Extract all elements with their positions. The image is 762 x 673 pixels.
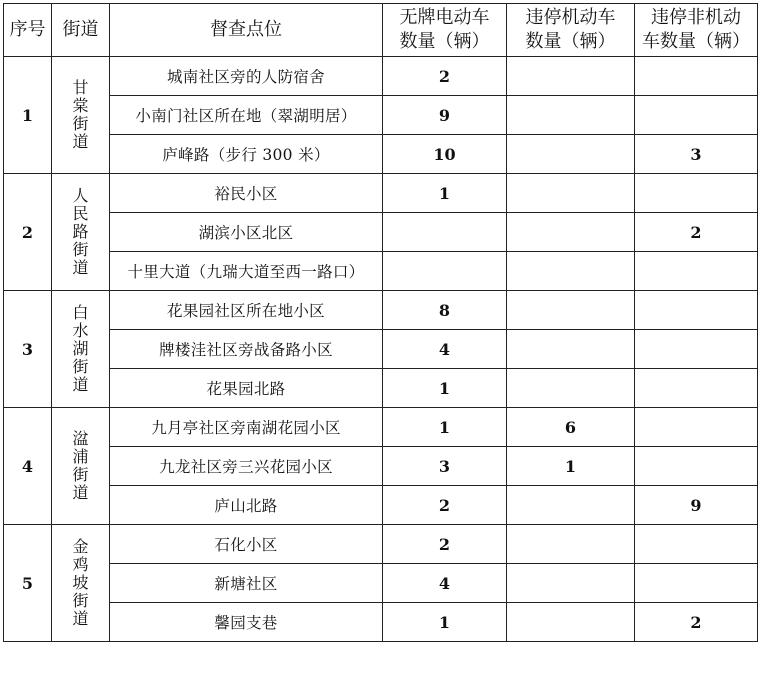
location-cell: 庐山北路: [110, 486, 383, 525]
table-row: [4, 525, 758, 564]
illegal-motor-cell: [507, 330, 635, 369]
table-row: [4, 486, 758, 525]
illegal-nonmotor-cell: [635, 174, 758, 213]
location-cell: 裕民小区: [110, 174, 383, 213]
table-row: [4, 291, 758, 330]
inspection-table: [3, 3, 758, 642]
street-name: 白水湖街道: [52, 291, 110, 408]
illegal-nonmotor-cell: [635, 96, 758, 135]
unlicensed-ev-cell: 1: [383, 369, 507, 408]
header-illegal-nonmotor: 违停非机动 车数量（辆）: [635, 4, 758, 57]
illegal-motor-cell: [507, 603, 635, 642]
unlicensed-ev-cell: 1: [383, 408, 507, 447]
header-location: 督查点位: [110, 4, 383, 57]
unlicensed-ev-cell: [383, 213, 507, 252]
location-cell: 新塘社区: [110, 564, 383, 603]
illegal-nonmotor-cell: [635, 525, 758, 564]
illegal-motor-cell: [507, 252, 635, 291]
illegal-motor-cell: 6: [507, 408, 635, 447]
illegal-motor-cell: [507, 57, 635, 96]
location-cell: 花果园社区所在地小区: [110, 291, 383, 330]
illegal-motor-cell: [507, 96, 635, 135]
location-cell: 庐峰路（步行 300 米）: [110, 135, 383, 174]
location-cell: 牌楼洼社区旁战备路小区: [110, 330, 383, 369]
location-cell: 石化小区: [110, 525, 383, 564]
illegal-nonmotor-cell: 3: [635, 135, 758, 174]
street-name: 金鸡坡街道: [52, 525, 110, 642]
unlicensed-ev-cell: 4: [383, 564, 507, 603]
header-street: 街道: [52, 4, 110, 57]
illegal-motor-cell: [507, 174, 635, 213]
illegal-motor-cell: [507, 564, 635, 603]
table-row: [4, 252, 758, 291]
unlicensed-ev-cell: 1: [383, 174, 507, 213]
street-name: 湓浦街道: [52, 408, 110, 525]
location-cell: 湖滨小区北区: [110, 213, 383, 252]
group-index: 1: [4, 57, 52, 174]
unlicensed-ev-cell: 2: [383, 486, 507, 525]
location-cell: 九龙社区旁三兴花园小区: [110, 447, 383, 486]
location-cell: 馨园支巷: [110, 603, 383, 642]
table-row: [4, 330, 758, 369]
table-row: [4, 369, 758, 408]
header-row: [4, 4, 758, 57]
table-row: [4, 564, 758, 603]
table-row: [4, 408, 758, 447]
table-row: [4, 57, 758, 96]
illegal-motor-cell: [507, 213, 635, 252]
illegal-motor-cell: [507, 369, 635, 408]
illegal-nonmotor-cell: [635, 408, 758, 447]
table-row: [4, 135, 758, 174]
location-cell: 城南社区旁的人防宿舍: [110, 57, 383, 96]
unlicensed-ev-cell: 10: [383, 135, 507, 174]
illegal-nonmotor-cell: 9: [635, 486, 758, 525]
illegal-nonmotor-cell: [635, 447, 758, 486]
unlicensed-ev-cell: 2: [383, 57, 507, 96]
unlicensed-ev-cell: 2: [383, 525, 507, 564]
unlicensed-ev-cell: 3: [383, 447, 507, 486]
group-index: 2: [4, 174, 52, 291]
street-name: 甘棠街道: [52, 57, 110, 174]
unlicensed-ev-cell: 1: [383, 603, 507, 642]
header-index: 序号: [4, 4, 52, 57]
illegal-nonmotor-cell: [635, 369, 758, 408]
header-illegal-motor: 违停机动车 数量（辆）: [507, 4, 635, 57]
header-unlicensed-ev: 无牌电动车 数量（辆）: [383, 4, 507, 57]
group-index: 5: [4, 525, 52, 642]
table-row: [4, 174, 758, 213]
illegal-nonmotor-cell: [635, 291, 758, 330]
unlicensed-ev-cell: 9: [383, 96, 507, 135]
unlicensed-ev-cell: 8: [383, 291, 507, 330]
table-row: [4, 213, 758, 252]
group-index: 4: [4, 408, 52, 525]
location-cell: 小南门社区所在地（翠湖明居）: [110, 96, 383, 135]
illegal-motor-cell: [507, 525, 635, 564]
street-name: 人民路街道: [52, 174, 110, 291]
illegal-nonmotor-cell: 2: [635, 603, 758, 642]
illegal-nonmotor-cell: [635, 57, 758, 96]
illegal-motor-cell: 1: [507, 447, 635, 486]
illegal-nonmotor-cell: [635, 252, 758, 291]
location-cell: 十里大道（九瑞大道至西一路口）: [110, 252, 383, 291]
illegal-nonmotor-cell: [635, 330, 758, 369]
unlicensed-ev-cell: [383, 252, 507, 291]
illegal-motor-cell: [507, 486, 635, 525]
table-row: [4, 603, 758, 642]
unlicensed-ev-cell: 4: [383, 330, 507, 369]
illegal-nonmotor-cell: [635, 564, 758, 603]
table-row: [4, 447, 758, 486]
illegal-nonmotor-cell: 2: [635, 213, 758, 252]
location-cell: 花果园北路: [110, 369, 383, 408]
table-row: [4, 96, 758, 135]
illegal-motor-cell: [507, 291, 635, 330]
group-index: 3: [4, 291, 52, 408]
location-cell: 九月亭社区旁南湖花园小区: [110, 408, 383, 447]
illegal-motor-cell: [507, 135, 635, 174]
